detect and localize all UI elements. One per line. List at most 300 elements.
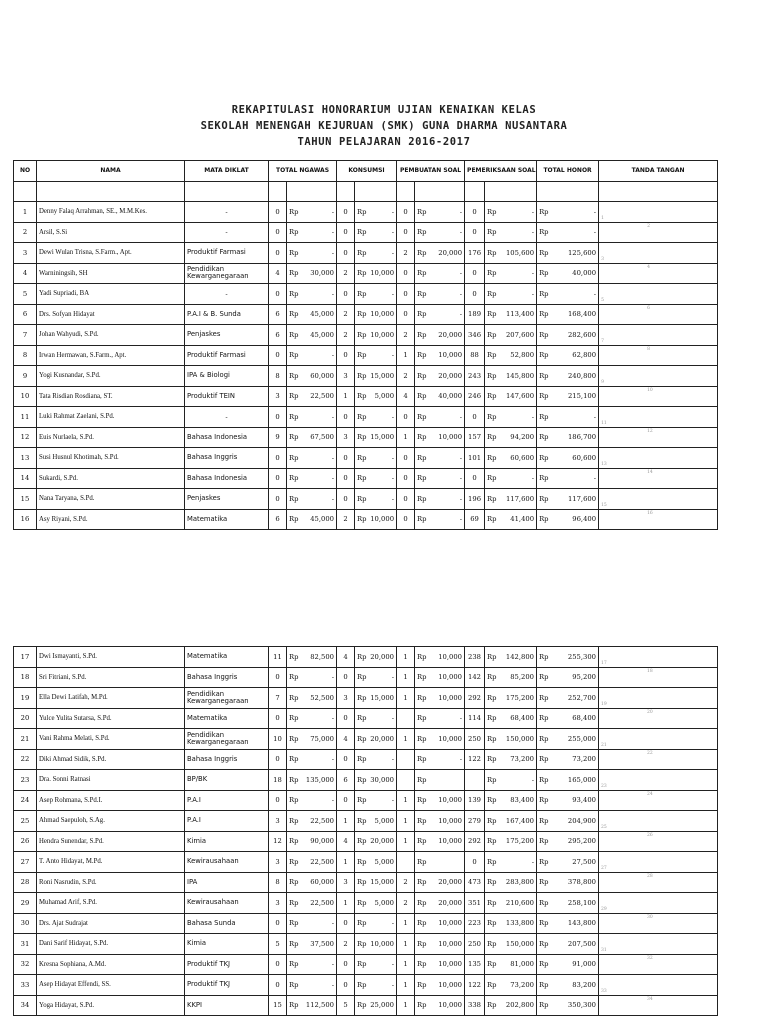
row-pemeriksaan-count: 189 (465, 304, 485, 325)
signature-number: 8 (647, 346, 650, 352)
row-pemeriksaan-amount: Rp 202,800 (485, 995, 537, 1016)
row-pemeriksaan-count: 346 (465, 325, 485, 346)
row-konsumsi-amount: Rp 15,000 (355, 872, 397, 893)
row-mata-diklat: Kimia (185, 831, 269, 852)
row-total-honor: Rp 255,300 (537, 647, 599, 668)
row-konsumsi-amount: Rp - (355, 975, 397, 996)
row-pembuatan-amount: Rp 10,000 (415, 811, 465, 832)
row-ngawas-amount: Rp - (287, 448, 337, 469)
row-total-honor: Rp 83,200 (537, 975, 599, 996)
row-ngawas-amount: Rp 60,000 (287, 366, 337, 387)
signature-number: 23 (601, 783, 607, 789)
signature-number: 24 (647, 791, 653, 797)
row-konsumsi-amount: Rp 10,000 (355, 263, 397, 284)
row-nama: Yogi Kusnandar, S.Pd. (37, 366, 185, 387)
row-pembuatan-amount: Rp 10,000 (415, 345, 465, 366)
row-no: 11 (14, 407, 37, 428)
row-ngawas-amount: Rp 22,500 (287, 852, 337, 873)
table-row (14, 995, 718, 1016)
row-konsumsi-amount: Rp 20,000 (355, 831, 397, 852)
row-ngawas-count: 6 (269, 509, 287, 530)
row-no: 16 (14, 509, 37, 530)
row-signature-cell (599, 366, 718, 387)
signature-number: 14 (647, 469, 653, 475)
row-pemeriksaan-amount: Rp - (485, 284, 537, 305)
row-pembuatan-count: 2 (397, 872, 415, 893)
row-mata-diklat: Bahasa Inggris (185, 448, 269, 469)
row-pemeriksaan-count (465, 770, 485, 791)
row-ngawas-amount: Rp 75,000 (287, 729, 337, 750)
row-mata-diklat: Matematika (185, 647, 269, 668)
row-konsumsi-count: 1 (337, 386, 355, 407)
row-pemeriksaan-amount: Rp 73,200 (485, 975, 537, 996)
row-mata-diklat: - (185, 284, 269, 305)
table-row (14, 202, 718, 223)
row-nama: Ahmad Saepuloh, S.Ag. (37, 811, 185, 832)
row-total-honor: Rp 240,800 (537, 366, 599, 387)
row-pembuatan-count (397, 708, 415, 729)
row-signature-cell (599, 729, 718, 750)
row-nama: Drs. Sofyan Hidayat (37, 304, 185, 325)
row-ngawas-count: 0 (269, 708, 287, 729)
row-konsumsi-count: 3 (337, 366, 355, 387)
row-konsumsi-amount: Rp 20,000 (355, 729, 397, 750)
signature-number: 34 (647, 996, 653, 1002)
row-pemeriksaan-amount: Rp 175,200 (485, 688, 537, 709)
row-pemeriksaan-amount: Rp 150,000 (485, 729, 537, 750)
row-konsumsi-amount: Rp 5,000 (355, 386, 397, 407)
row-konsumsi-amount: Rp 15,000 (355, 688, 397, 709)
row-total-honor: Rp 68,400 (537, 708, 599, 729)
row-pembuatan-amount: Rp 10,000 (415, 975, 465, 996)
row-nama: Arsil, S.Si (37, 222, 185, 243)
row-konsumsi-amount: Rp 20,000 (355, 647, 397, 668)
row-ngawas-amount: Rp 67,500 (287, 427, 337, 448)
row-mata-diklat: BP/BK (185, 770, 269, 791)
row-nama: Sukardi, S.Pd. (37, 468, 185, 489)
row-no: 6 (14, 304, 37, 325)
table-row (14, 468, 718, 489)
row-nama: Asep Hidayat Effendi, SS. (37, 975, 185, 996)
row-mata-diklat: - (185, 202, 269, 223)
row-signature-cell (599, 749, 718, 770)
row-nama: Hendra Sunendar, S.Pd. (37, 831, 185, 852)
signature-number: 7 (601, 338, 604, 344)
row-konsumsi-count: 4 (337, 729, 355, 750)
row-ngawas-amount: Rp 45,000 (287, 325, 337, 346)
row-total-honor: Rp 165,000 (537, 770, 599, 791)
row-konsumsi-amount: Rp 15,000 (355, 427, 397, 448)
row-pembuatan-count: 1 (397, 688, 415, 709)
row-pembuatan-amount: Rp 10,000 (415, 729, 465, 750)
row-konsumsi-count: 4 (337, 831, 355, 852)
table-row (14, 386, 718, 407)
signature-number: 29 (601, 906, 607, 912)
row-signature-cell (599, 345, 718, 366)
row-konsumsi-amount: Rp 30,000 (355, 770, 397, 791)
row-no: 10 (14, 386, 37, 407)
row-konsumsi-count: 0 (337, 407, 355, 428)
row-konsumsi-amount: Rp - (355, 749, 397, 770)
row-konsumsi-amount: Rp - (355, 222, 397, 243)
row-pemeriksaan-amount: Rp 73,200 (485, 749, 537, 770)
table-row (14, 222, 718, 243)
row-konsumsi-amount: Rp 5,000 (355, 852, 397, 873)
row-mata-diklat: Pendidikan Kewarganegaraan (185, 688, 269, 709)
row-nama: Yadi Supriadi, BA (37, 284, 185, 305)
row-signature-cell (599, 831, 718, 852)
row-konsumsi-amount: Rp - (355, 345, 397, 366)
signature-number: 16 (647, 510, 653, 516)
row-mata-diklat: Matematika (185, 708, 269, 729)
row-mata-diklat: Produktif TKJ (185, 954, 269, 975)
signature-number: 6 (647, 305, 650, 311)
row-mata-diklat: Produktif TKJ (185, 975, 269, 996)
header-nama: NAMA (37, 161, 185, 182)
row-pemeriksaan-amount: Rp 117,600 (485, 489, 537, 510)
row-no: 17 (14, 647, 37, 668)
row-no: 28 (14, 872, 37, 893)
row-ngawas-amount: Rp - (287, 667, 337, 688)
row-pemeriksaan-count: 0 (465, 222, 485, 243)
row-pembuatan-amount: Rp - (415, 304, 465, 325)
table-row (14, 749, 718, 770)
row-ngawas-amount: Rp - (287, 468, 337, 489)
row-ngawas-amount: Rp 30,000 (287, 263, 337, 284)
row-pemeriksaan-count: 135 (465, 954, 485, 975)
row-mata-diklat: Pendidikan Kewarganegaraan (185, 263, 269, 284)
row-total-honor: Rp 93,400 (537, 790, 599, 811)
row-ngawas-amount: Rp 90,000 (287, 831, 337, 852)
row-konsumsi-count: 0 (337, 243, 355, 264)
row-pembuatan-amount: Rp - (415, 222, 465, 243)
table-row (14, 913, 718, 934)
row-konsumsi-amount: Rp - (355, 954, 397, 975)
table-row (14, 366, 718, 387)
signature-number: 21 (601, 742, 607, 748)
row-signature-cell (599, 688, 718, 709)
row-nama: Warniningsih, SH (37, 263, 185, 284)
signature-number: 15 (601, 502, 607, 508)
row-signature-cell (599, 325, 718, 346)
row-konsumsi-count: 3 (337, 427, 355, 448)
row-pembuatan-count: 0 (397, 468, 415, 489)
row-pembuatan-count: 0 (397, 263, 415, 284)
row-pembuatan-count: 2 (397, 243, 415, 264)
row-nama: Tata Risdian Rosdiana, ST. (37, 386, 185, 407)
row-ngawas-count: 0 (269, 345, 287, 366)
row-signature-cell (599, 770, 718, 791)
row-no: 19 (14, 688, 37, 709)
row-nama: Kresna Sophiana, A.Md. (37, 954, 185, 975)
row-nama: Luki Rahmat Zaelani, S.Pd. (37, 407, 185, 428)
row-signature-cell (599, 243, 718, 264)
row-no: 26 (14, 831, 37, 852)
row-ngawas-count: 0 (269, 222, 287, 243)
row-ngawas-amount: Rp - (287, 222, 337, 243)
row-ngawas-amount: Rp - (287, 954, 337, 975)
row-signature-cell (599, 852, 718, 873)
row-pemeriksaan-count: 157 (465, 427, 485, 448)
row-pemeriksaan-amount: Rp 150,000 (485, 934, 537, 955)
row-ngawas-count: 0 (269, 975, 287, 996)
row-pembuatan-count: 1 (397, 975, 415, 996)
row-pembuatan-count (397, 770, 415, 791)
row-konsumsi-count: 0 (337, 345, 355, 366)
row-ngawas-amount: Rp - (287, 749, 337, 770)
row-pembuatan-count: 1 (397, 729, 415, 750)
signature-number: 12 (647, 428, 653, 434)
row-pemeriksaan-count: 88 (465, 345, 485, 366)
signature-number: 4 (647, 264, 650, 270)
row-pemeriksaan-amount: Rp 60,600 (485, 448, 537, 469)
row-konsumsi-count: 6 (337, 770, 355, 791)
row-konsumsi-count: 0 (337, 708, 355, 729)
row-total-honor: Rp 27,500 (537, 852, 599, 873)
row-pembuatan-amount: Rp 20,000 (415, 366, 465, 387)
row-ngawas-count: 5 (269, 934, 287, 955)
row-konsumsi-amount: Rp 25,000 (355, 995, 397, 1016)
row-pemeriksaan-count: 176 (465, 243, 485, 264)
header-tanda-tangan: TANDA TANGAN (599, 161, 718, 182)
row-no: 8 (14, 345, 37, 366)
row-total-honor: Rp 125,600 (537, 243, 599, 264)
row-pembuatan-amount: Rp 20,000 (415, 243, 465, 264)
header-no: NO (14, 161, 37, 182)
title-line-3: TAHUN PELAJARAN 2016-2017 (297, 136, 471, 148)
row-signature-cell (599, 263, 718, 284)
table-row (14, 667, 718, 688)
row-total-honor: Rp 204,900 (537, 811, 599, 832)
signature-number: 5 (601, 297, 604, 303)
row-nama: Asy Riyani, S.Pd. (37, 509, 185, 530)
row-pembuatan-count: 1 (397, 913, 415, 934)
row-pemeriksaan-count: 243 (465, 366, 485, 387)
row-pembuatan-count (397, 749, 415, 770)
row-signature-cell (599, 284, 718, 305)
row-total-honor: Rp 73,200 (537, 749, 599, 770)
row-ngawas-count: 0 (269, 913, 287, 934)
row-pembuatan-amount: Rp - (415, 263, 465, 284)
row-total-honor: Rp 252,700 (537, 688, 599, 709)
row-ngawas-count: 18 (269, 770, 287, 791)
table-row (14, 975, 718, 996)
row-signature-cell (599, 427, 718, 448)
table-row (14, 489, 718, 510)
row-pembuatan-count: 2 (397, 325, 415, 346)
row-total-honor: Rp 95,200 (537, 667, 599, 688)
row-mata-diklat: Produktif TEIN (185, 386, 269, 407)
row-ngawas-count: 3 (269, 893, 287, 914)
signature-number: 33 (601, 988, 607, 994)
row-konsumsi-amount: Rp 5,000 (355, 811, 397, 832)
row-pembuatan-amount: Rp 10,000 (415, 667, 465, 688)
row-pembuatan-count: 0 (397, 284, 415, 305)
row-konsumsi-count: 0 (337, 202, 355, 223)
row-ngawas-count: 7 (269, 688, 287, 709)
header-mata-diklat: MATA DIKLAT (185, 161, 269, 182)
signature-number: 22 (647, 750, 653, 756)
row-pembuatan-amount: Rp - (415, 284, 465, 305)
row-pemeriksaan-count: 279 (465, 811, 485, 832)
row-signature-cell (599, 975, 718, 996)
row-mata-diklat: P.A.I & B. Sunda (185, 304, 269, 325)
row-pemeriksaan-amount: Rp 83,400 (485, 790, 537, 811)
row-pembuatan-count: 1 (397, 811, 415, 832)
row-pembuatan-count: 1 (397, 954, 415, 975)
row-pembuatan-amount: Rp 10,000 (415, 427, 465, 448)
row-no: 24 (14, 790, 37, 811)
table-row (14, 708, 718, 729)
row-konsumsi-amount: Rp - (355, 284, 397, 305)
row-konsumsi-amount: Rp 5,000 (355, 893, 397, 914)
row-no: 5 (14, 284, 37, 305)
row-ngawas-amount: Rp - (287, 407, 337, 428)
row-pemeriksaan-amount: Rp 113,400 (485, 304, 537, 325)
row-signature-cell (599, 489, 718, 510)
row-konsumsi-count: 1 (337, 811, 355, 832)
row-mata-diklat: Bahasa Sunda (185, 913, 269, 934)
row-no: 1 (14, 202, 37, 223)
row-pemeriksaan-count: 246 (465, 386, 485, 407)
row-pemeriksaan-amount: Rp - (485, 202, 537, 223)
row-no: 7 (14, 325, 37, 346)
row-pemeriksaan-count: 114 (465, 708, 485, 729)
table-row (14, 688, 718, 709)
row-pembuatan-count: 0 (397, 448, 415, 469)
row-signature-cell (599, 222, 718, 243)
row-pemeriksaan-count: 292 (465, 831, 485, 852)
table-row (14, 872, 718, 893)
row-pemeriksaan-count: 122 (465, 749, 485, 770)
row-pembuatan-count: 0 (397, 304, 415, 325)
row-mata-diklat: Bahasa Indonesia (185, 427, 269, 448)
row-konsumsi-amount: Rp 10,000 (355, 509, 397, 530)
row-total-honor: Rp 62,800 (537, 345, 599, 366)
table-row (14, 852, 718, 873)
signature-number: 11 (601, 420, 607, 426)
table-row (14, 509, 718, 530)
row-pembuatan-amount: Rp 10,000 (415, 688, 465, 709)
row-total-honor: Rp 168,400 (537, 304, 599, 325)
row-nama: Ella Dewi Latifah, M.Pd. (37, 688, 185, 709)
row-pembuatan-count: 4 (397, 386, 415, 407)
row-ngawas-amount: Rp 22,500 (287, 811, 337, 832)
row-total-honor: Rp 91,000 (537, 954, 599, 975)
row-no: 3 (14, 243, 37, 264)
row-pemeriksaan-count: 139 (465, 790, 485, 811)
signature-number: 32 (647, 955, 653, 961)
row-ngawas-amount: Rp - (287, 243, 337, 264)
row-pemeriksaan-amount: Rp 52,800 (485, 345, 537, 366)
table-row (14, 304, 718, 325)
table-row (14, 831, 718, 852)
table-row (14, 770, 718, 791)
row-ngawas-count: 0 (269, 790, 287, 811)
row-total-honor: Rp 378,800 (537, 872, 599, 893)
row-total-honor: Rp 207,500 (537, 934, 599, 955)
row-konsumsi-count: 0 (337, 975, 355, 996)
row-konsumsi-count: 2 (337, 325, 355, 346)
row-pemeriksaan-count: 0 (465, 852, 485, 873)
row-konsumsi-amount: Rp - (355, 243, 397, 264)
row-pemeriksaan-amount: Rp 145,800 (485, 366, 537, 387)
row-signature-cell (599, 407, 718, 428)
row-pembuatan-amount: Rp 40,000 (415, 386, 465, 407)
row-ngawas-amount: Rp 135,000 (287, 770, 337, 791)
row-no: 12 (14, 427, 37, 448)
table-row (14, 243, 718, 264)
row-ngawas-count: 11 (269, 647, 287, 668)
row-ngawas-count: 0 (269, 749, 287, 770)
row-konsumsi-amount: Rp - (355, 202, 397, 223)
row-pembuatan-amount: Rp - (415, 448, 465, 469)
row-pemeriksaan-count: 142 (465, 667, 485, 688)
row-signature-cell (599, 995, 718, 1016)
row-ngawas-count: 0 (269, 202, 287, 223)
row-ngawas-amount: Rp 52,500 (287, 688, 337, 709)
row-no: 22 (14, 749, 37, 770)
row-ngawas-amount: Rp - (287, 913, 337, 934)
row-pembuatan-amount: Rp - (415, 749, 465, 770)
table-row (14, 729, 718, 750)
row-mata-diklat: Kewirausahaan (185, 893, 269, 914)
row-konsumsi-count: 0 (337, 749, 355, 770)
row-signature-cell (599, 954, 718, 975)
row-konsumsi-count: 2 (337, 304, 355, 325)
row-konsumsi-amount: Rp - (355, 790, 397, 811)
row-ngawas-count: 0 (269, 243, 287, 264)
row-pembuatan-amount: Rp - (415, 407, 465, 428)
row-no: 2 (14, 222, 37, 243)
row-konsumsi-amount: Rp 10,000 (355, 934, 397, 955)
row-nama: Diki Ahmad Sidik, S.Pd. (37, 749, 185, 770)
row-ngawas-amount: Rp - (287, 284, 337, 305)
row-ngawas-count: 4 (269, 263, 287, 284)
row-pemeriksaan-count: 292 (465, 688, 485, 709)
row-pemeriksaan-count: 238 (465, 647, 485, 668)
row-total-honor: Rp 117,600 (537, 489, 599, 510)
header-konsumsi: KONSUMSI (337, 161, 397, 182)
table-row (14, 790, 718, 811)
row-mata-diklat: - (185, 407, 269, 428)
row-pembuatan-count: 0 (397, 509, 415, 530)
row-pembuatan-amount: Rp 10,000 (415, 831, 465, 852)
row-konsumsi-amount: Rp 10,000 (355, 304, 397, 325)
row-pembuatan-amount: Rp 20,000 (415, 893, 465, 914)
row-pembuatan-count: 2 (397, 893, 415, 914)
signature-number: 1 (601, 215, 604, 221)
row-no: 23 (14, 770, 37, 791)
signature-number: 25 (601, 824, 607, 830)
row-pembuatan-count (397, 852, 415, 873)
row-konsumsi-count: 1 (337, 852, 355, 873)
signature-number: 18 (647, 668, 653, 674)
row-nama: Denny Falaq Arrahman, SE., M.M.Kes. (37, 202, 185, 223)
row-konsumsi-count: 2 (337, 934, 355, 955)
row-pemeriksaan-count: 0 (465, 202, 485, 223)
row-pembuatan-count: 0 (397, 222, 415, 243)
row-signature-cell (599, 811, 718, 832)
row-ngawas-amount: Rp 60,000 (287, 872, 337, 893)
row-konsumsi-count: 0 (337, 448, 355, 469)
row-no: 4 (14, 263, 37, 284)
signature-number: 17 (601, 660, 607, 666)
row-ngawas-count: 0 (269, 407, 287, 428)
row-no: 25 (14, 811, 37, 832)
row-pembuatan-amount: Rp - (415, 468, 465, 489)
signature-number: 13 (601, 461, 607, 467)
